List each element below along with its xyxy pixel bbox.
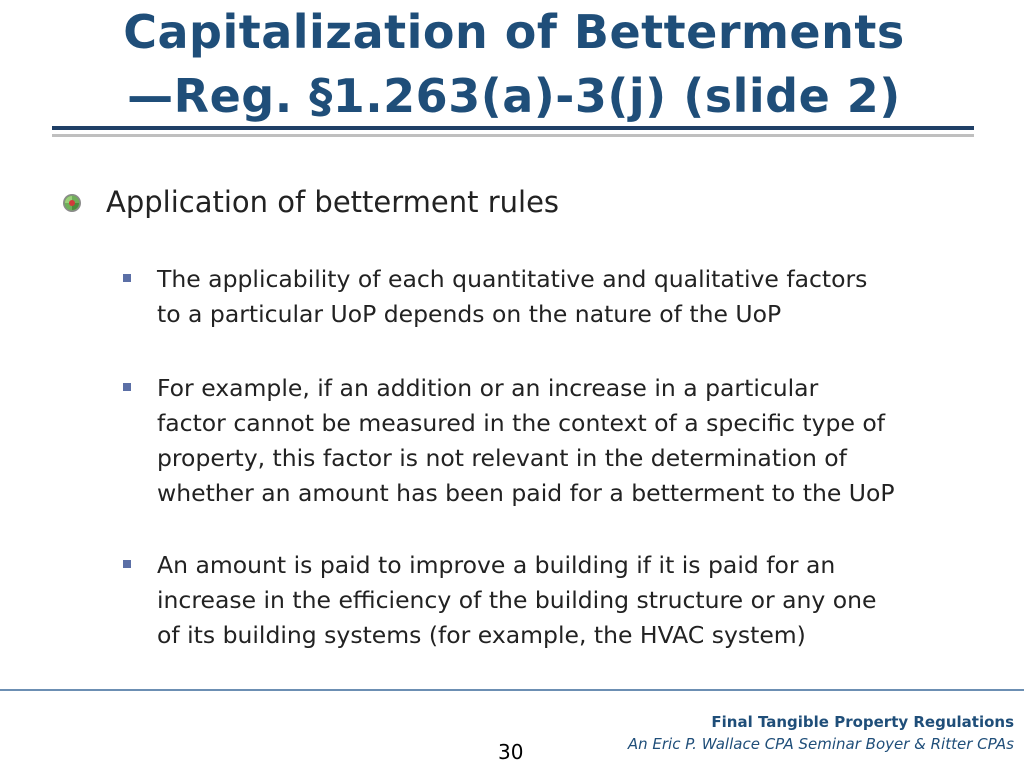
sub-bullet-1-line-2: to a particular UoP depends on the nature of the UoP — [157, 300, 782, 328]
sub-bullet-3-line-3: of its building systems (for example, the HVAC system) — [157, 621, 806, 649]
sub-bullet-2 — [157, 371, 967, 511]
footer-title: Final Tangible Property Regulations — [711, 713, 1014, 731]
title-underline — [52, 126, 974, 130]
slide-title-line-2: —Reg. §1.263(a)-3(j) (slide 2) — [127, 69, 901, 123]
page-number: 30 — [498, 740, 524, 764]
sub-bullet-2-line-2: factor cannot be measured in the context of a specific type of — [157, 409, 886, 437]
square-bullet-icon — [123, 383, 131, 391]
sub-bullet-1-line-1: The applicability of each quantitative and qualitative factors — [157, 265, 868, 293]
slide-title-line-1: Capitalization of Betterments — [123, 5, 905, 59]
footer-subtitle: An Eric P. Wallace CPA Seminar Boyer & Ritter CPAs — [627, 735, 1014, 753]
sub-bullet-3-line-1: An amount is paid to improve a building if it is paid for an — [157, 551, 836, 579]
square-bullet-icon — [123, 274, 131, 282]
square-bullet-icon — [123, 560, 131, 568]
main-bullet-text: Application of betterment rules — [106, 185, 560, 219]
globe-bullet-icon — [62, 193, 82, 213]
sub-bullet-1 — [157, 262, 967, 332]
sub-bullet-2-line-1: For example, if an addition or an increase in a particular — [157, 374, 819, 402]
sub-bullet-3 — [157, 548, 967, 653]
sub-bullet-3-line-2: increase in the efficiency of the building structure or any one — [157, 586, 877, 614]
title-underline-shadow — [52, 134, 974, 137]
footer-divider — [0, 689, 1024, 691]
footer-credits — [628, 712, 1014, 754]
slide-title — [54, 0, 974, 128]
sub-bullet-2-line-4: whether an amount has been paid for a betterment to the UoP — [157, 479, 895, 507]
sub-bullet-2-line-3: property, this factor is not relevant in the determination of — [157, 444, 847, 472]
